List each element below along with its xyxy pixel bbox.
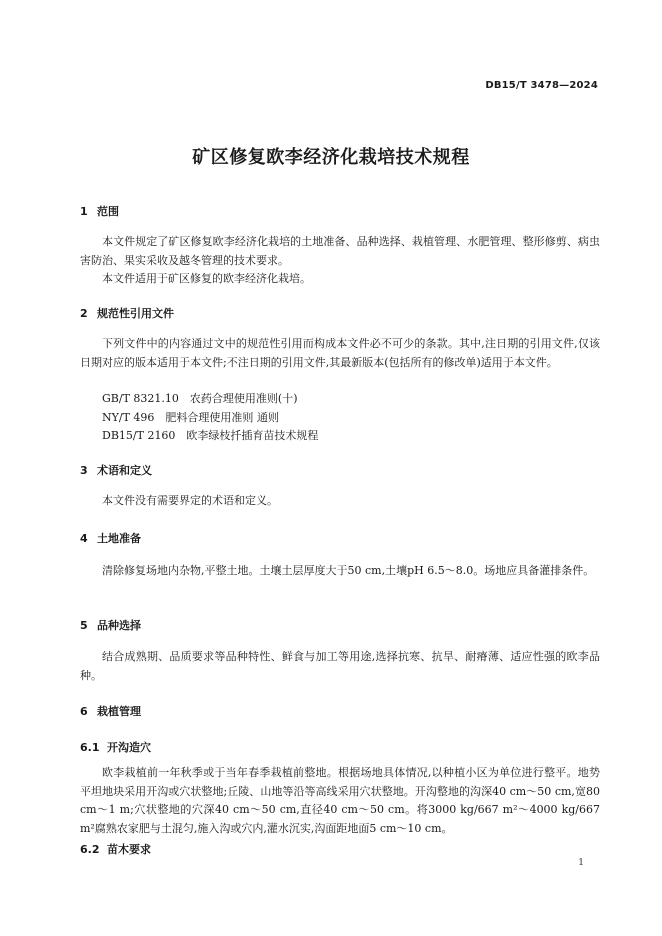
subsection-heading-trenching	[80, 739, 151, 755]
section-heading-terms	[80, 462, 152, 478]
page-number: 1	[578, 858, 584, 868]
section-heading-variety-selection	[80, 617, 141, 633]
section-number: 4	[80, 532, 88, 545]
paragraph: 本文件适用于矿区修复的欧李经济化栽培。	[102, 272, 311, 285]
paragraph: 清除修复场地内杂物,平整土地。土壤土层厚度大于50 cm,土壤pH 6.5～8.0。场地应具备灌排条件。	[102, 564, 595, 577]
subsection-title: 苗木要求	[107, 843, 151, 856]
paragraph: 本文件规定了矿区修复欧李经济化栽培的土地准备、品种选择、栽植管理、水肥管理、整形修剪、病虫害防治、果实采收及越冬管理的技术要求。	[80, 235, 600, 267]
document-code: DB15/T 3478—2024	[485, 80, 598, 91]
section-title: 规范性引用文件	[97, 307, 174, 320]
section-heading-planting-management	[80, 703, 141, 719]
section-title: 范围	[97, 205, 119, 218]
reference-list: GB/T 8321.10 农药合理使用准则(十) NY/T 496 肥料合理使用准则 通则 DB15/T 2160 欧李绿枝扦插育苗技术规程	[102, 392, 319, 442]
section-number: 1	[80, 205, 88, 218]
paragraph: 下列文件中的内容通过文中的规范性引用而构成本文件必不可少的条款。其中,注日期的引用文件,仅该日期对应的版本适用于本文件;不注日期的引用文件,其最新版本(包括所有的修改单)适用于本文件。	[80, 337, 600, 369]
subsection-title: 开沟造穴	[107, 741, 151, 754]
paragraph: 本文件没有需要界定的术语和定义。	[102, 494, 278, 507]
section-number: 6	[80, 705, 88, 718]
paragraph: 结合成熟期、品质要求等品种特性、鲜食与加工等用途,选择抗寒、抗旱、耐瘠薄、适应性强的欧李品种。	[80, 650, 600, 682]
document-title: 矿区修复欧李经济化栽培技术规程	[192, 147, 470, 168]
section-heading-normative-references	[80, 305, 174, 321]
subsection-number: 6.2	[80, 843, 100, 856]
section-title: 术语和定义	[97, 464, 152, 477]
subsection-number: 6.1	[80, 741, 100, 754]
section-title: 栽植管理	[97, 705, 141, 718]
section-title: 土地准备	[97, 532, 141, 545]
section-heading-land-preparation	[80, 530, 141, 546]
section-heading-scope	[80, 203, 119, 219]
section-number: 2	[80, 307, 88, 320]
paragraph: 欧李栽植前一年秋季或于当年春季栽植前整地。根据场地具体情况,以种植小区为单位进行整平。地势平坦地块采用开沟或穴状整地;丘陵、山地等沿等高线采用穴状整地。开沟整地的沟深40 cm～50 cm,宽80 cm～1 m;穴状整地的穴深40 cm～50 cm,直径40 cm～50 cm。将3000 kg/667 m²～4000 kg/667 m²腐熟农家肥与土混匀,施入沟或穴内,灌水沉实,沟面距地面5 cm～10 cm。	[80, 766, 600, 835]
section-title: 品种选择	[97, 619, 141, 632]
section-number: 5	[80, 619, 88, 632]
section-number: 3	[80, 464, 88, 477]
subsection-heading-seedling-requirements	[80, 841, 151, 857]
